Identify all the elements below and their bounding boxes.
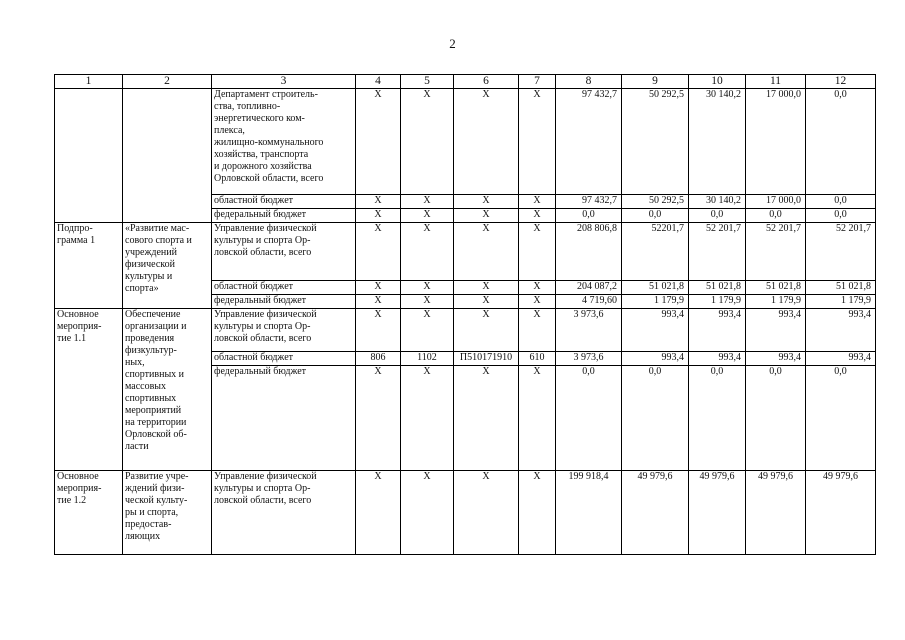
value-cell: 806 — [356, 352, 401, 366]
amount-cell: 1 179,9 — [746, 295, 806, 309]
column-header: 3 — [212, 75, 356, 89]
value-cell: X — [356, 309, 401, 352]
program-name-cell: Обеспечение организации и проведения физкультур- ных, спортивных и массовых спортивных мероприятий на территории Орловской об- ласти — [123, 309, 212, 471]
amount-cell: 51 021,8 — [689, 281, 746, 295]
value-cell: X — [401, 366, 454, 471]
value-cell: X — [401, 209, 454, 223]
column-header: 2 — [123, 75, 212, 89]
amount-cell: 3 973,6 — [556, 352, 622, 366]
amount-cell: 49 979,6 — [622, 471, 689, 555]
amount-cell: 208 806,8 — [556, 223, 622, 281]
value-cell: X — [401, 471, 454, 555]
amount-cell: 52 201,7 — [806, 223, 876, 281]
executor-cell: федеральный бюджет — [212, 295, 356, 309]
amount-cell: 0,0 — [689, 209, 746, 223]
program-name-cell: «Развитие мас- сового спорта и учреждений физической культуры и спорта» — [123, 223, 212, 309]
amount-cell: 0,0 — [746, 366, 806, 471]
program-name-cell: Развитие учре- ждений физи- ческой культу- ры и спорта, предостав- ляющих — [123, 471, 212, 555]
amount-cell: 0,0 — [622, 209, 689, 223]
value-cell: X — [356, 223, 401, 281]
value-cell: X — [356, 195, 401, 209]
amount-cell: 0,0 — [806, 366, 876, 471]
table-row — [55, 223, 876, 281]
column-header: 11 — [746, 75, 806, 89]
column-header: 6 — [454, 75, 519, 89]
value-cell: X — [454, 309, 519, 352]
table-row — [55, 89, 876, 195]
value-cell: X — [454, 223, 519, 281]
amount-cell: 0,0 — [806, 195, 876, 209]
column-header: 10 — [689, 75, 746, 89]
executor-cell: областной бюджет — [212, 352, 356, 366]
amount-cell: 52201,7 — [622, 223, 689, 281]
budget-table — [54, 74, 876, 555]
amount-cell: 49 979,6 — [689, 471, 746, 555]
amount-cell: 0,0 — [556, 209, 622, 223]
executor-cell: Управление физической культуры и спорта Ор- ловской области, всего — [212, 223, 356, 281]
amount-cell: 30 140,2 — [689, 195, 746, 209]
amount-cell: 993,4 — [806, 352, 876, 366]
column-header: 8 — [556, 75, 622, 89]
amount-cell: 49 979,6 — [746, 471, 806, 555]
value-cell: X — [519, 295, 556, 309]
column-number-row — [55, 75, 876, 89]
amount-cell: 51 021,8 — [806, 281, 876, 295]
executor-cell: Департамент строитель- ства, топливно- энергетического ком- плекса, жилищно-коммунального хозяйства, транспорта и дорожного хозяйства Орловской области, всего — [212, 89, 356, 195]
table-row — [55, 309, 876, 352]
value-cell: X — [401, 195, 454, 209]
amount-cell: 0,0 — [806, 209, 876, 223]
amount-cell: 199 918,4 — [556, 471, 622, 555]
column-header: 4 — [356, 75, 401, 89]
amount-cell: 0,0 — [622, 366, 689, 471]
amount-cell: 51 021,8 — [622, 281, 689, 295]
executor-cell: областной бюджет — [212, 281, 356, 295]
value-cell: X — [401, 223, 454, 281]
column-header: 1 — [55, 75, 123, 89]
amount-cell: 52 201,7 — [689, 223, 746, 281]
value-cell: X — [356, 471, 401, 555]
table-row — [55, 471, 876, 555]
value-cell: 1102 — [401, 352, 454, 366]
executor-cell: Управление физической культуры и спорта Ор- ловской области, всего — [212, 471, 356, 555]
executor-cell: федеральный бюджет — [212, 366, 356, 471]
amount-cell: 97 432,7 — [556, 89, 622, 195]
value-cell: X — [356, 281, 401, 295]
amount-cell: 17 000,0 — [746, 195, 806, 209]
value-cell: X — [519, 471, 556, 555]
program-cell-empty — [55, 89, 123, 223]
page-number: 2 — [449, 36, 456, 51]
executor-cell: областной бюджет — [212, 195, 356, 209]
amount-cell: 4 719,60 — [556, 295, 622, 309]
amount-cell: 49 979,6 — [806, 471, 876, 555]
value-cell: X — [356, 366, 401, 471]
program-code-cell: Подпро- грамма 1 — [55, 223, 123, 309]
amount-cell: 51 021,8 — [746, 281, 806, 295]
value-cell: X — [519, 281, 556, 295]
amount-cell: 993,4 — [806, 309, 876, 352]
column-header: 5 — [401, 75, 454, 89]
value-cell: X — [454, 195, 519, 209]
executor-cell: федеральный бюджет — [212, 209, 356, 223]
value-cell: X — [519, 195, 556, 209]
value-cell: 610 — [519, 352, 556, 366]
amount-cell: 993,4 — [689, 309, 746, 352]
executor-cell: Управление физической культуры и спорта Ор- ловской области, всего — [212, 309, 356, 352]
amount-cell: 993,4 — [746, 309, 806, 352]
amount-cell: 0,0 — [556, 366, 622, 471]
value-cell: X — [519, 366, 556, 471]
value-cell: X — [454, 295, 519, 309]
amount-cell: 1 179,9 — [622, 295, 689, 309]
amount-cell: 993,4 — [689, 352, 746, 366]
amount-cell: 993,4 — [746, 352, 806, 366]
value-cell: X — [401, 309, 454, 352]
amount-cell: 1 179,9 — [689, 295, 746, 309]
value-cell: X — [454, 366, 519, 471]
amount-cell: 17 000,0 — [746, 89, 806, 195]
amount-cell: 97 432,7 — [556, 195, 622, 209]
program-name-cell-empty — [123, 89, 212, 223]
column-header: 12 — [806, 75, 876, 89]
value-cell: X — [519, 309, 556, 352]
program-code-cell: Основное мероприя- тие 1.1 — [55, 309, 123, 471]
amount-cell: 50 292,5 — [622, 89, 689, 195]
column-header: 9 — [622, 75, 689, 89]
column-header: 7 — [519, 75, 556, 89]
value-cell: X — [401, 89, 454, 195]
value-cell: X — [454, 209, 519, 223]
value-cell: П510171910 — [454, 352, 519, 366]
value-cell: X — [356, 209, 401, 223]
amount-cell: 0,0 — [746, 209, 806, 223]
amount-cell: 30 140,2 — [689, 89, 746, 195]
amount-cell: 52 201,7 — [746, 223, 806, 281]
value-cell: X — [519, 89, 556, 195]
amount-cell: 3 973,6 — [556, 309, 622, 352]
value-cell: X — [454, 281, 519, 295]
program-code-cell: Основное мероприя- тие 1.2 — [55, 471, 123, 555]
value-cell: X — [519, 209, 556, 223]
amount-cell: 50 292,5 — [622, 195, 689, 209]
value-cell: X — [356, 89, 401, 195]
value-cell: X — [401, 295, 454, 309]
value-cell: X — [454, 471, 519, 555]
amount-cell: 993,4 — [622, 352, 689, 366]
amount-cell: 0,0 — [806, 89, 876, 195]
amount-cell: 1 179,9 — [806, 295, 876, 309]
value-cell: X — [356, 295, 401, 309]
value-cell: X — [519, 223, 556, 281]
value-cell: X — [401, 281, 454, 295]
amount-cell: 993,4 — [622, 309, 689, 352]
amount-cell: 0,0 — [689, 366, 746, 471]
amount-cell: 204 087,2 — [556, 281, 622, 295]
value-cell: X — [454, 89, 519, 195]
